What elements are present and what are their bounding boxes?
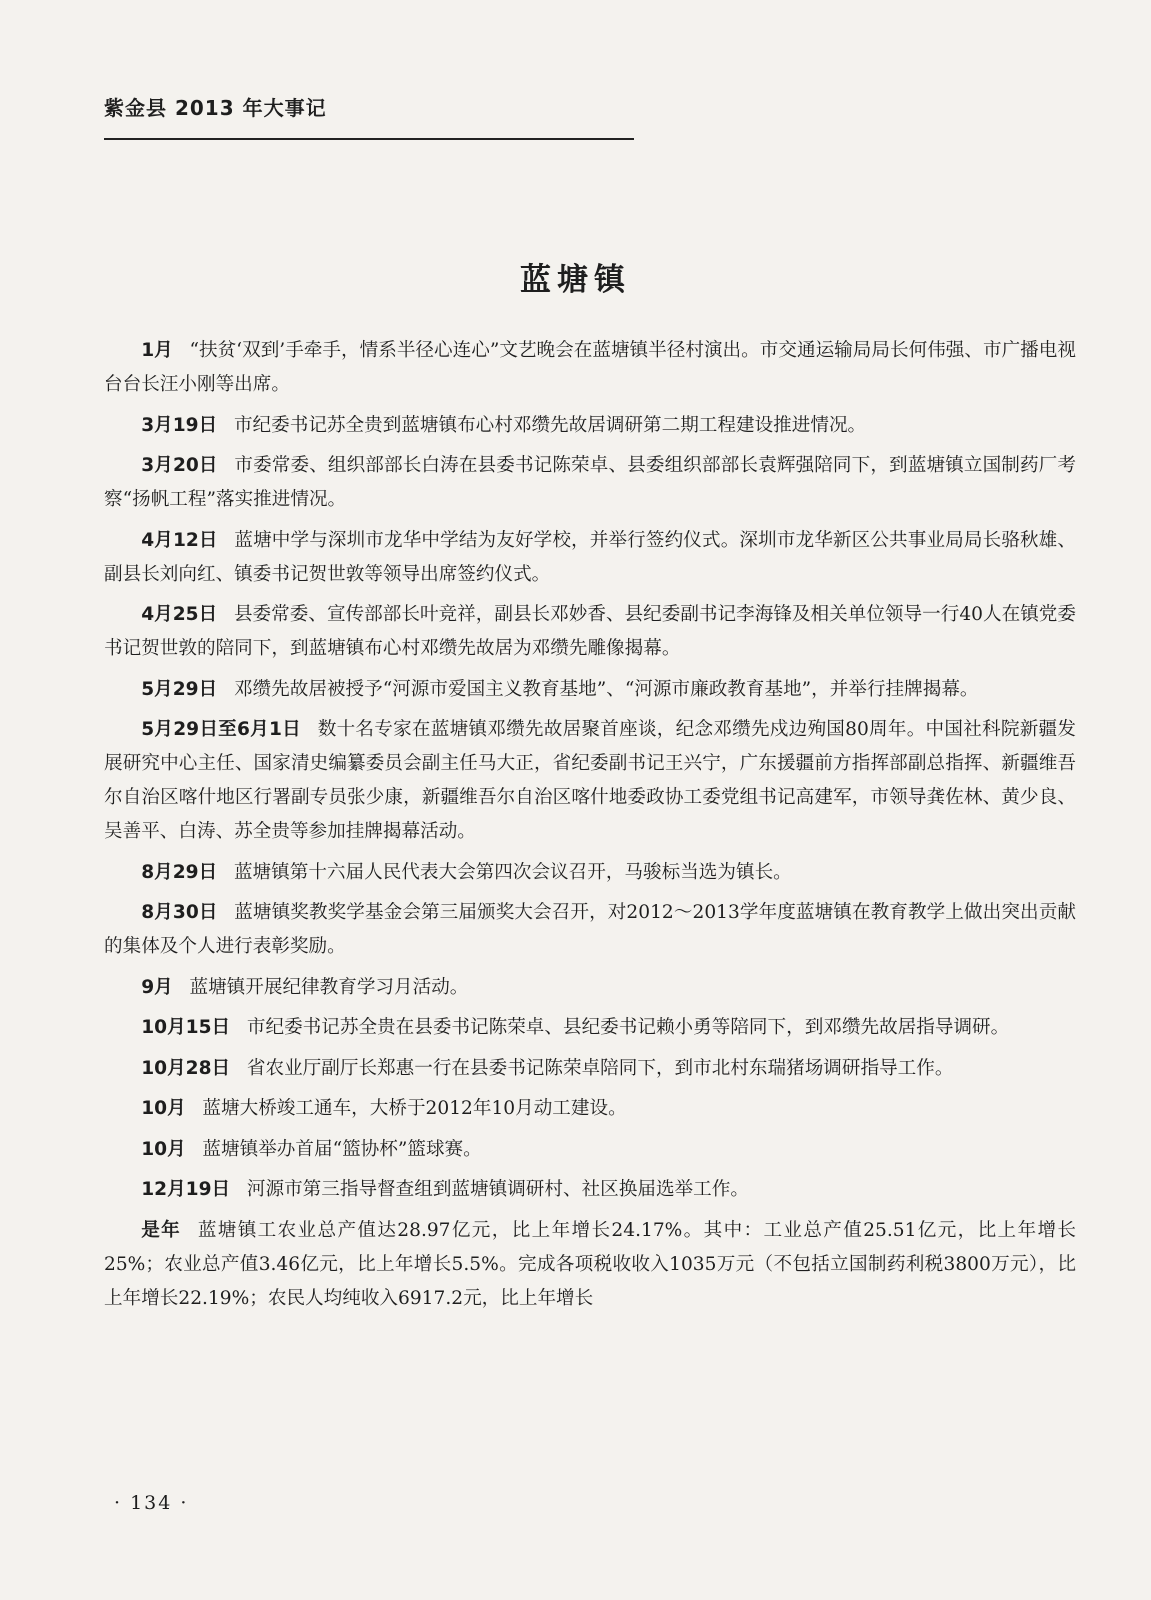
event-text: 市委常委、组织部部长白涛在县委书记陈荣卓、县委组织部部长袁辉强陪同下，到蓝塘镇立国制药厂考察“扬帆工程”落实推进情况。 bbox=[104, 455, 1076, 510]
event-text: 县委常委、宣传部部长叶竞祥，副县长邓妙香、县纪委副书记李海锋及相关单位领导一行40人在镇党委书记贺世敦的陪同下，到蓝塘镇布心村邓缵先故居为邓缵先雕像揭幕。 bbox=[104, 604, 1076, 659]
event-text: 市纪委书记苏全贵到蓝塘镇布心村邓缵先故居调研第二期工程建设推进情况。 bbox=[233, 414, 867, 436]
event-date: 4月25日 bbox=[141, 604, 218, 625]
event-list bbox=[104, 334, 1076, 1322]
event-entry bbox=[104, 409, 1076, 443]
event-entry bbox=[104, 896, 1076, 964]
event-entry bbox=[104, 1052, 1076, 1086]
event-text: 省农业厅副厅长郑惠一行在县委书记陈荣卓陪同下，到市北村东瑞猪场调研指导工作。 bbox=[246, 1057, 954, 1079]
event-date: 10月28日 bbox=[141, 1057, 231, 1079]
event-entry bbox=[104, 1092, 1076, 1126]
event-date: 是年 bbox=[141, 1219, 182, 1241]
event-entry bbox=[104, 1133, 1076, 1167]
section-title: 蓝塘镇 bbox=[520, 262, 631, 298]
event-text: 河源市第三指导督查组到蓝塘镇调研村、社区换届选举工作。 bbox=[246, 1179, 749, 1200]
event-date: 5月29日 bbox=[141, 678, 218, 700]
event-date: 3月20日 bbox=[141, 455, 218, 476]
event-text: 数十名专家在蓝塘镇邓缵先故居聚首座谈，纪念邓缵先戍边殉国80周年。中国社科院新疆发展研究中心主任、国家清史编纂委员会副主任马大正，省纪委副书记王兴宁，广东援疆前方指挥部副总指挥、新疆维吾尔自治区喀什地区行署副专员张少康，新疆维吾尔自治区喀什地委政协工委党组书记高建军，市领导龚佐林、黄少良、吴善平、白涛、苏全贵等参加挂牌揭幕活动。 bbox=[104, 719, 1076, 842]
event-entry bbox=[104, 1214, 1076, 1316]
event-text: 蓝塘镇奖教奖学基金会第三届颁奖大会召开，对2012～2013学年度蓝塘镇在教育教学上做出突出贡献的集体及个人进行表彰奖励。 bbox=[104, 902, 1076, 957]
running-header: 紫金县 2013 年大事记 bbox=[104, 96, 327, 120]
event-date: 4月12日 bbox=[141, 529, 218, 551]
event-date: 10月 bbox=[141, 1138, 186, 1160]
event-entry bbox=[104, 713, 1076, 849]
event-text: 邓缵先故居被授予“河源市爱国主义教育基地”、“河源市廉政教育基地”，并举行挂牌揭幕。 bbox=[233, 678, 979, 700]
event-date: 8月30日 bbox=[141, 902, 218, 923]
event-entry bbox=[104, 673, 1076, 707]
event-entry bbox=[104, 856, 1076, 890]
event-text: 蓝塘镇开展纪律教育学习月活动。 bbox=[189, 976, 469, 998]
event-date: 8月29日 bbox=[141, 861, 218, 883]
header-rule bbox=[104, 138, 634, 140]
event-date: 10月 bbox=[141, 1098, 186, 1119]
event-entry bbox=[104, 1173, 1076, 1207]
event-entry bbox=[104, 449, 1076, 517]
event-text: 蓝塘镇第十六届人民代表大会第四次会议召开，马骏标当选为镇长。 bbox=[233, 861, 792, 883]
event-entry bbox=[104, 524, 1076, 592]
event-entry bbox=[104, 1011, 1076, 1045]
event-date: 10月15日 bbox=[141, 1017, 231, 1038]
event-date: 3月19日 bbox=[141, 414, 218, 436]
event-date: 12月19日 bbox=[141, 1179, 231, 1200]
event-date: 1月 bbox=[141, 340, 173, 361]
page-number: · 134 · bbox=[114, 1492, 189, 1514]
event-text: 蓝塘镇举办首届“篮协杯”篮球赛。 bbox=[202, 1138, 482, 1160]
event-text: 蓝塘大桥竣工通车，大桥于2012年10月动工建设。 bbox=[202, 1098, 627, 1119]
event-entry bbox=[104, 971, 1076, 1005]
event-date: 9月 bbox=[141, 976, 173, 998]
event-entry bbox=[104, 334, 1076, 402]
event-entry bbox=[104, 598, 1076, 666]
event-date: 5月29日至6月1日 bbox=[141, 719, 302, 740]
event-text: 市纪委书记苏全贵在县委书记陈荣卓、县纪委书记赖小勇等陪同下，到邓缵先故居指导调研。 bbox=[246, 1017, 1010, 1038]
event-text: 蓝塘镇工农业总产值达28.97亿元，比上年增长24.17%。其中：工业总产值25.51亿元，比上年增长25%；农业总产值3.46亿元，比上年增长5.5%。完成各项税收收入1035万元（不包括立国制药利税3800万元），比上年增长22.19%；农民人均纯收入6917.2元，比上年增长 bbox=[104, 1219, 1076, 1309]
event-text: “扶贫‘双到’手牵手，情系半径心连心”文艺晚会在蓝塘镇半径村演出。市交通运输局局长何伟强、市广播电视台台长汪小刚等出席。 bbox=[104, 340, 1076, 395]
event-text: 蓝塘中学与深圳市龙华中学结为友好学校，并举行签约仪式。深圳市龙华新区公共事业局局长骆秋雄、副县长刘向红、镇委书记贺世敦等领导出席签约仪式。 bbox=[104, 529, 1076, 585]
